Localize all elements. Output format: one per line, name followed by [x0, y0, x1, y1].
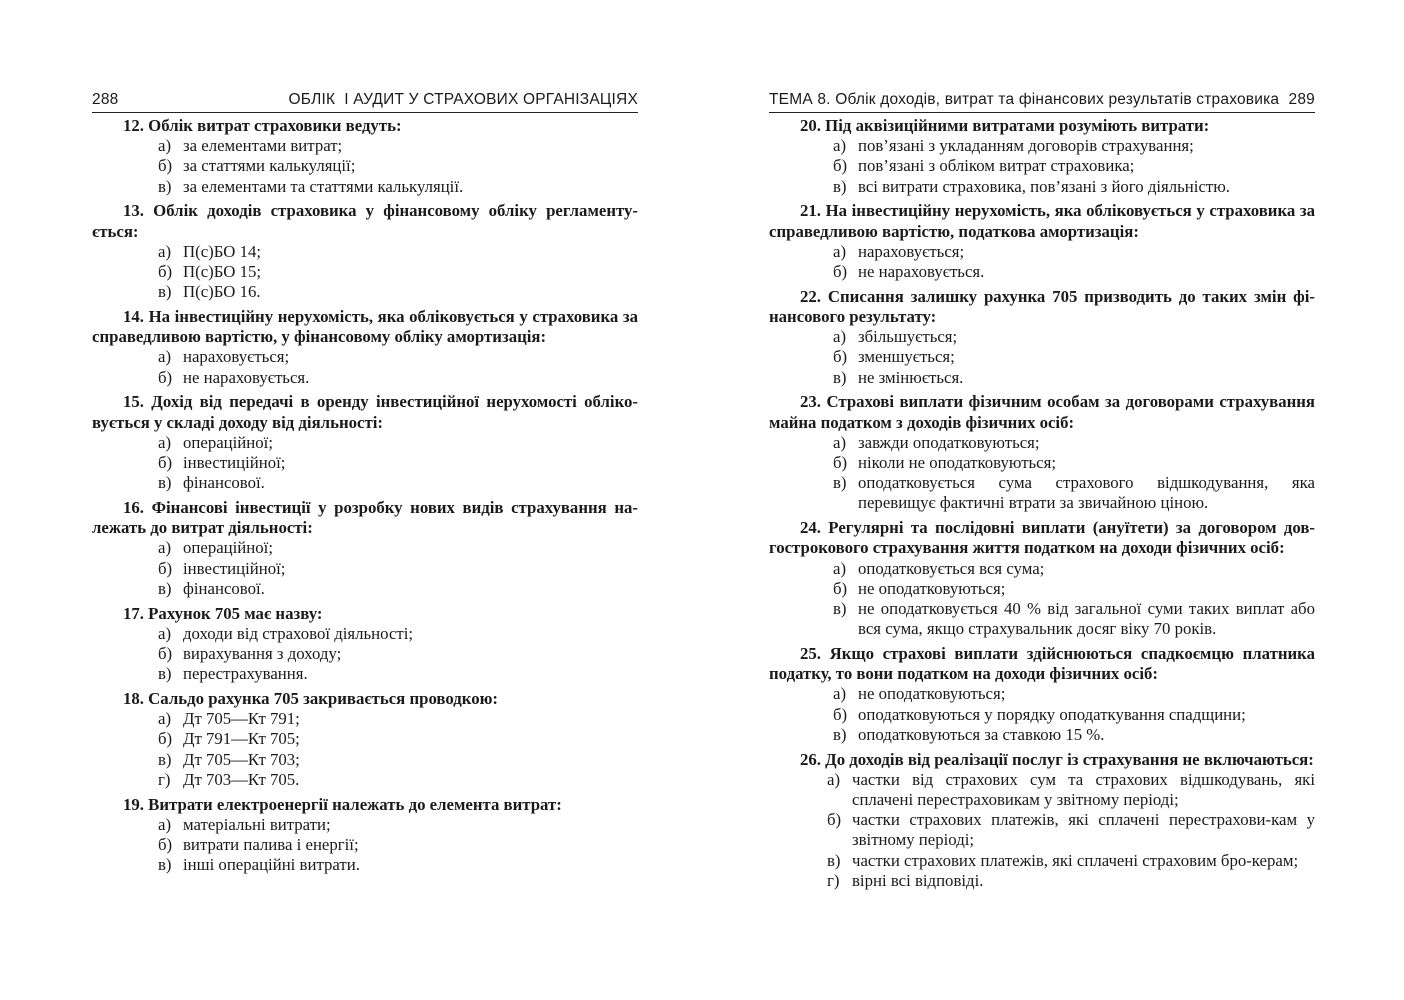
question-text: 24. Регулярні та послідовні виплати (ануїтети) за договором дов-гострокового страхування життя податком на доходи фізичних осіб:: [769, 518, 1315, 558]
question-block: [769, 392, 1315, 513]
answer-option: [833, 262, 1315, 282]
question-block: [92, 498, 638, 599]
answer-option: [833, 684, 1315, 704]
option-text: інші операційні витрати.: [183, 855, 360, 875]
answer-option: [833, 136, 1315, 156]
option-text: перестрахування.: [183, 664, 308, 684]
answer-option: [158, 770, 638, 790]
question-block: [769, 518, 1315, 639]
option-label: б): [833, 347, 848, 367]
option-text: вірні всі відповіді.: [852, 870, 984, 890]
answer-option: [833, 156, 1315, 176]
option-text: за статтями калькуляції;: [183, 156, 356, 176]
question-block: [92, 392, 638, 493]
option-text: нараховується;: [183, 347, 290, 367]
option-label: в): [833, 176, 847, 196]
option-text: фінансової.: [183, 578, 265, 598]
answer-option: [833, 599, 1315, 639]
option-label: а): [158, 432, 172, 452]
option-label: а): [158, 241, 172, 261]
option-text: операційної;: [183, 432, 273, 452]
question-block: [769, 287, 1315, 388]
option-label: в): [158, 282, 172, 302]
option-text: оподатковується вся сума;: [858, 558, 1045, 578]
option-text: за елементами витрат;: [183, 136, 343, 156]
option-label: б): [827, 810, 842, 830]
answer-option: [158, 177, 638, 197]
option-text: Дт 705—Кт 791;: [183, 709, 300, 729]
question-text: 18. Сальдо рахунка 705 закривається проводкою:: [123, 689, 499, 709]
answer-option: [158, 624, 638, 644]
question-text: 20. Під аквізиційними витратами розуміють витрати:: [800, 116, 1210, 135]
question-block: [92, 795, 638, 876]
question-block: [769, 116, 1315, 197]
option-text: частки страхових платежів, які сплачені перестрахови-кам у звітному періоді;: [852, 810, 1315, 850]
answer-option: [827, 770, 1315, 810]
option-label: в): [158, 855, 172, 875]
question-text: 12. Облік витрат страховики ведуть:: [123, 116, 402, 135]
option-text: за елементами та статтями калькуляції.: [183, 176, 464, 196]
option-label: б): [158, 262, 173, 282]
option-text: оподатковується сума страхового відшкодування, яка перевищує фактичні втрати за звичайною ціною.: [858, 473, 1315, 513]
question-block: [92, 604, 638, 685]
option-label: в): [833, 724, 847, 744]
question-block: [769, 644, 1315, 745]
answer-option: [833, 725, 1315, 745]
option-text: нараховується;: [858, 241, 965, 261]
question-block: [769, 201, 1315, 282]
option-text: не нараховується.: [183, 367, 310, 387]
option-label: б): [158, 367, 173, 387]
option-text: матеріальні витрати;: [183, 814, 331, 834]
question-text: 23. Страхові виплати фізичним особам за договорами страхування майна податком з доходів фізичних осіб:: [769, 392, 1315, 432]
answer-option: [833, 559, 1315, 579]
option-label: а): [158, 538, 172, 558]
option-text: Дт 791—Кт 705;: [183, 729, 300, 749]
option-label: б): [833, 704, 848, 724]
question-block: [92, 201, 638, 302]
option-label: а): [158, 347, 172, 367]
right-running-head: [769, 88, 1315, 113]
option-label: а): [833, 558, 847, 578]
option-label: б): [833, 156, 848, 176]
option-text: вирахування з доходу;: [183, 644, 342, 664]
question-block: [769, 750, 1315, 891]
option-label: а): [158, 623, 172, 643]
option-label: а): [158, 709, 172, 729]
option-text: не оподатковуються;: [858, 684, 1006, 704]
option-text: збільшується;: [858, 327, 958, 347]
option-label: в): [158, 176, 172, 196]
answer-option: [833, 473, 1315, 513]
running-title: ОБЛІК І АУДИТ У СТРАХОВИХ ОРГАНІЗАЦІЯХ: [288, 91, 638, 108]
answer-option: [158, 750, 638, 770]
page-number: 288: [92, 91, 119, 108]
option-label: г): [827, 870, 840, 890]
answer-option: [833, 433, 1315, 453]
option-text: П(с)БО 14;: [183, 241, 262, 261]
answer-option: [158, 433, 638, 453]
answer-option: [833, 705, 1315, 725]
answer-option: [158, 729, 638, 749]
right-question-list: [769, 116, 1315, 896]
option-text: доходи від страхової діяльності;: [183, 623, 414, 643]
option-text: фінансової.: [183, 473, 265, 493]
answer-option: [833, 327, 1315, 347]
answer-option: [158, 262, 638, 282]
option-text: не оподатковується 40 % від загальної суми таких виплат або вся сума, якщо страхувальник досяг віку 70 років.: [858, 599, 1315, 639]
option-label: б): [158, 156, 173, 176]
answer-option: [158, 559, 638, 579]
option-label: в): [158, 473, 172, 493]
option-label: а): [833, 136, 847, 156]
question-text: 13. Облік доходів страховика у фінансовому обліку регламенту-ється:: [92, 201, 638, 241]
answer-option: [833, 177, 1315, 197]
option-text: всі витрати страховика, пов’язані з його діяльністю.: [858, 176, 1230, 196]
right-page: [769, 0, 1315, 1000]
option-label: в): [158, 664, 172, 684]
option-label: в): [158, 749, 172, 769]
option-text: інвестиційної;: [183, 558, 286, 578]
option-text: не змінюється.: [858, 367, 964, 387]
option-text: завжди оподатковуються;: [858, 432, 1040, 452]
question-text: 26. До доходів від реалізації послуг із страхування не включаються:: [800, 749, 1314, 769]
running-title: ТЕМА 8. Облік доходів, витрат та фінансових результатів страховика: [769, 91, 1280, 108]
option-label: г): [158, 769, 171, 789]
answer-option: [158, 136, 638, 156]
option-text: пов’язані з укладанням договорів страхування;: [858, 136, 1194, 156]
option-label: а): [158, 814, 172, 834]
option-text: інвестиційної;: [183, 453, 286, 473]
question-text: 22. Списання залишку рахунка 705 призводить до таких змін фі-нансового результату:: [769, 286, 1315, 327]
option-label: б): [158, 644, 173, 664]
option-label: в): [833, 367, 847, 387]
option-label: в): [158, 578, 172, 598]
question-text: 16. Фінансові інвестиції у розробку нових видів страхування на-лежать до витрат діяльності:: [92, 498, 638, 538]
option-text: не нараховується.: [858, 262, 985, 282]
option-text: частки від страхових сум та страхових відшкодувань, які сплачені перестраховикам у звітному періоді;: [852, 769, 1315, 810]
option-text: Дт 705—Кт 703;: [183, 749, 300, 769]
answer-option: [158, 644, 638, 664]
answer-option: [833, 242, 1315, 262]
answer-option: [158, 538, 638, 558]
option-text: зменшується;: [858, 347, 955, 367]
option-text: операційної;: [183, 538, 273, 558]
option-label: б): [158, 729, 173, 749]
answer-option: [833, 368, 1315, 388]
question-text: 14. На інвестиційну нерухомість, яка обліковується у страховика за справедливою вартістю, у фінансовому обліку амортизація:: [92, 307, 638, 347]
answer-option: [158, 835, 638, 855]
option-label: б): [833, 453, 848, 473]
option-text: П(с)БО 16.: [183, 282, 261, 302]
option-label: а): [833, 327, 847, 347]
question-text: 17. Рахунок 705 має назву:: [123, 603, 323, 623]
option-text: не оподатковуються;: [858, 578, 1006, 598]
left-running-head: [92, 88, 638, 113]
option-text: оподатковуються у порядку оподаткування спадщини;: [858, 704, 1246, 724]
question-text: 25. Якщо страхові виплати здійснюються спадкоємцю платника податку, то вони податком на доходи фізичних осіб:: [769, 644, 1315, 684]
option-label: а): [833, 241, 847, 261]
option-label: в): [827, 850, 841, 870]
answer-option: [827, 851, 1315, 871]
option-label: в): [833, 473, 847, 493]
option-text: Дт 703—Кт 705.: [183, 769, 300, 789]
option-label: б): [158, 835, 173, 855]
option-label: в): [833, 599, 847, 619]
question-text: 21. На інвестиційну нерухомість, яка обліковується у страховика за справедливою вартістю, податкова амортизація:: [769, 201, 1315, 241]
option-label: а): [827, 769, 841, 789]
option-label: а): [833, 432, 847, 452]
option-text: пов’язані з обліком витрат страховика;: [858, 156, 1135, 176]
option-label: б): [158, 453, 173, 473]
answer-option: [158, 242, 638, 262]
question-block: [92, 689, 638, 790]
answer-option: [827, 810, 1315, 850]
option-text: П(с)БО 15;: [183, 262, 262, 282]
answer-option: [158, 453, 638, 473]
option-label: б): [158, 558, 173, 578]
answer-option: [158, 473, 638, 493]
answer-option: [827, 871, 1315, 891]
option-label: б): [833, 578, 848, 598]
answer-option: [158, 368, 638, 388]
answer-option: [158, 855, 638, 875]
option-label: а): [833, 684, 847, 704]
option-text: ніколи не оподатковуються;: [858, 453, 1057, 473]
option-text: частки страхових платежів, які сплачені страховим бро-керам;: [852, 850, 1299, 870]
question-text: 19. Витрати електроенергії належать до елемента витрат:: [123, 794, 562, 814]
answer-option: [833, 347, 1315, 367]
answer-option: [833, 453, 1315, 473]
answer-option: [158, 815, 638, 835]
option-text: оподатковуються за ставкою 15 %.: [858, 724, 1105, 744]
answer-option: [158, 664, 638, 684]
question-text: 15. Дохід від передачі в оренду інвестиційної нерухомості обліко-вується у складі доходу від діяльності:: [92, 392, 638, 432]
answer-option: [158, 347, 638, 367]
answer-option: [158, 282, 638, 302]
page-number: 289: [1288, 91, 1315, 108]
question-block: [92, 116, 638, 197]
left-question-list: [92, 116, 638, 880]
option-label: а): [158, 136, 172, 156]
answer-option: [833, 579, 1315, 599]
option-text: витрати палива і енергії;: [183, 835, 359, 855]
answer-option: [158, 156, 638, 176]
answer-option: [158, 709, 638, 729]
answer-option: [158, 579, 638, 599]
option-label: б): [833, 262, 848, 282]
left-page: [92, 0, 638, 1000]
question-block: [92, 307, 638, 388]
